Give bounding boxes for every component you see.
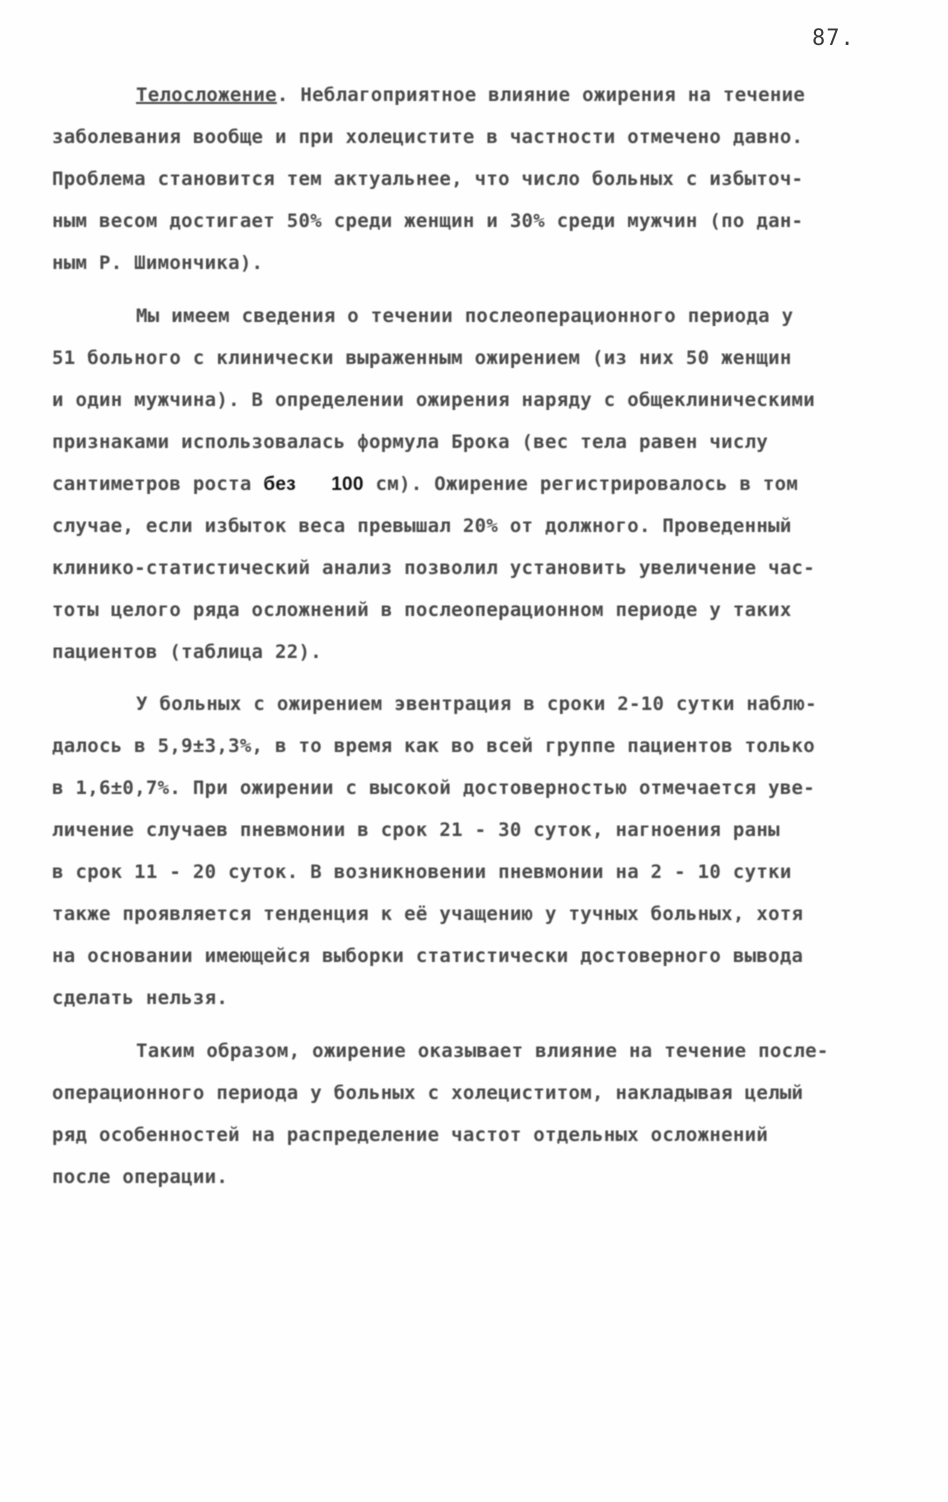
text-line: заболевания вообще и при холецистите в частности отмечено давно. — [52, 126, 804, 148]
text-line: на основании имеющейся выборки статистически достоверного вывода — [52, 945, 804, 967]
text-line: операционного периода у больных с холециститом, накладывая целый — [52, 1082, 804, 1104]
text-line: Таким образом, ожирение оказывает влияние на течение после- — [136, 1040, 829, 1062]
text-line: клинико-статистический анализ позволил установить увеличение час- — [52, 557, 816, 579]
text-line: в срок 11 - 20 суток. В возникновении пневмонии на 2 - 10 сутки — [52, 861, 792, 883]
text-line: Проблема становится тем актуальнее, что число больных с избыточ- — [52, 168, 804, 190]
text-line — [136, 84, 805, 106]
text-line: 51 больного с клинически выраженным ожирением (из них 50 женщин — [52, 347, 792, 369]
text-line: случае, если избыток веса превышал 20% от должного. Проведенный — [52, 515, 792, 537]
line-text: . Неблагоприятное влияние ожирения на течение — [276, 84, 806, 106]
line-text: сантиметров роста — [52, 473, 264, 495]
text-line: далось в 5,9±3,3%, в то время как во всей группе пациентов только — [52, 735, 816, 757]
text-line: тоты целого ряда осложнений в послеоперационном периоде у таких — [52, 599, 792, 621]
text-line: сделать нельзя. — [52, 987, 229, 1009]
inserted-word: без — [263, 474, 296, 495]
text-line: ным Р. Шимончика). — [52, 252, 264, 274]
text-line: признаками использовалась формула Брока (вес тела равен числу — [52, 431, 769, 453]
section-heading: Телосложение — [136, 84, 277, 106]
line-text — [296, 473, 331, 495]
text-line: личение случаев пневмонии в срок 21 - 30 суток, нагноения раны — [52, 819, 780, 841]
text-line — [52, 473, 798, 496]
text-line: пациентов (таблица 22). — [52, 641, 322, 663]
text-line: ным весом достигает 50% среди женщин и 30% среди мужчин (по дан- — [52, 210, 804, 232]
text-line: и один мужчина). В определении ожирения наряду с общеклиническими — [52, 389, 816, 411]
text-line: ряд особенностей на распределение частот отдельных осложнений — [52, 1124, 769, 1146]
text-line: Мы имеем сведения о течении послеоперационного периода у — [136, 305, 794, 327]
page-number: 87. — [812, 26, 855, 51]
line-text: см). Ожирение регистрировалось в том — [363, 473, 799, 495]
text-line: после операции. — [52, 1166, 229, 1188]
text-line: в 1,6±0,7%. При ожирении с высокой достоверностью отмечается уве- — [52, 777, 816, 799]
text-line: также проявляется тенденция к её учащению у тучных больных, хотя — [52, 903, 804, 925]
text-line: У больных с ожирением эвентрация в сроки 2-10 сутки наблю- — [136, 693, 817, 715]
inserted-number: 100 — [331, 474, 364, 495]
